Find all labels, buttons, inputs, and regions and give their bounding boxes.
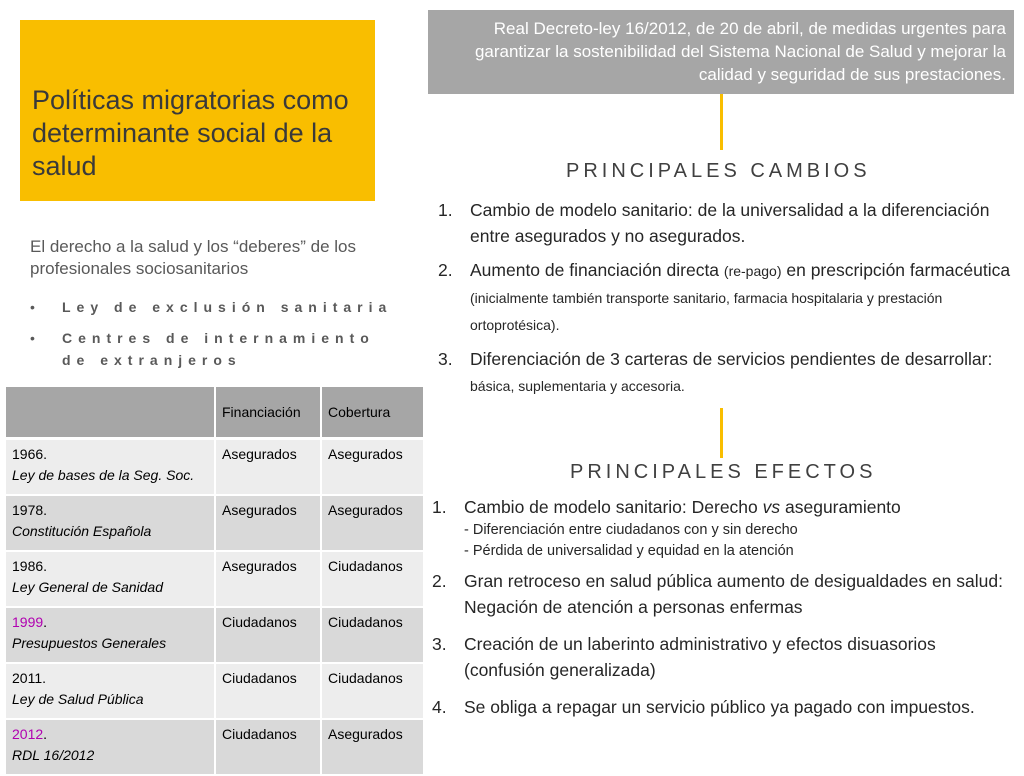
item-number: 3. — [432, 634, 447, 654]
table-cell-law — [6, 664, 216, 720]
item-text: aseguramiento — [780, 497, 901, 517]
item-text: Se obliga a repagar un servicio público ya pagado con impuestos. — [464, 697, 975, 717]
item-sub: - Diferenciación entre ciudadanos con y sin derecho — [464, 522, 798, 538]
bullet-list — [30, 296, 400, 380]
item-text: Diferenciación de 3 carteras de servicios pendientes de desarrollar: — [470, 349, 993, 369]
row-year: 1986. — [12, 558, 48, 574]
connector-line — [720, 94, 723, 150]
item-number: 2. — [432, 571, 447, 591]
table-cell-law — [6, 608, 216, 664]
bullet-item — [30, 327, 400, 371]
item-number: 2. — [438, 260, 453, 280]
item-text: Gran retroceso en salud pública aumento de desigualdades en salud: Negación de atención a personas enfermas — [464, 571, 1003, 617]
table-cell-cobertura: Asegurados — [322, 440, 425, 496]
row-law: Presupuestos Generales — [12, 635, 167, 651]
bullet-marker: • — [30, 330, 35, 346]
item-text: Cambio de modelo sanitario: de la universalidad a la diferenciación entre asegurados y no asegurados. — [470, 200, 990, 246]
table-cell-financiacion: Asegurados — [216, 552, 322, 608]
item-text: en prescripción farmacéutica — [781, 260, 1011, 280]
table-cell-cobertura: Asegurados — [322, 720, 425, 776]
list-item — [426, 631, 1016, 683]
item-text: Creación de un laberinto administrativo y efectos disuasorios (confusión generalizada) — [464, 634, 936, 680]
table-row — [6, 608, 425, 664]
table-cell-financiacion: Asegurados — [216, 440, 322, 496]
table-header-row — [6, 387, 425, 440]
subtitle: El derecho a la salud y los “deberes” de los profesionales sociosanitarios — [30, 237, 357, 278]
list-item — [432, 257, 1012, 338]
item-note: básica, suplementaria y accesoria. — [470, 378, 685, 394]
row-law: Ley de Salud Pública — [12, 691, 144, 707]
table-row — [6, 496, 425, 552]
page-title: Políticas migratorias como determinante social de la salud — [32, 85, 349, 181]
cambios-list — [432, 197, 1012, 399]
table-cell-law — [6, 440, 216, 496]
table-cell-financiacion: Asegurados — [216, 496, 322, 552]
title-box — [20, 20, 375, 201]
item-sub: - Pérdida de universalidad y equidad en la atención — [464, 543, 794, 559]
row-year: 2011. — [12, 670, 46, 686]
table-cell-financiacion: Ciudadanos — [216, 608, 322, 664]
list-item — [426, 494, 1016, 562]
bullet-marker: • — [30, 299, 35, 315]
item-note: (inicialmente también transporte sanitario, farmacia hospitalaria y prestación ortoprotésica). — [470, 290, 943, 333]
table-row — [6, 440, 425, 496]
efectos-heading: PRINCIPALES EFECTOS — [570, 461, 877, 483]
item-text: Cambio de modelo sanitario: Derecho — [464, 497, 763, 517]
list-item — [426, 568, 1016, 620]
row-year: 1999 — [12, 614, 44, 630]
table-cell-financiacion: Ciudadanos — [216, 664, 322, 720]
row-law: Constitución Española — [12, 523, 152, 539]
table-cell-law — [6, 496, 216, 552]
list-item — [432, 346, 1012, 399]
list-item — [432, 197, 1012, 249]
history-table — [6, 387, 425, 776]
decree-box — [428, 10, 1014, 94]
table-header-cobertura: Cobertura — [322, 387, 425, 440]
efectos-list — [426, 494, 1016, 720]
row-year: 2012 — [12, 726, 44, 742]
bullet-item — [30, 296, 400, 318]
item-text: Aumento de financiación directa — [470, 260, 724, 280]
row-year-suffix: . — [43, 726, 48, 742]
item-note: (re-pago) — [723, 263, 782, 279]
row-year: 1966. — [12, 446, 48, 462]
row-year: 1978. — [12, 502, 48, 518]
table-header-financiacion: Financiación — [216, 387, 322, 440]
item-number: 4. — [432, 697, 447, 717]
table-row — [6, 552, 425, 608]
table-cell-cobertura: Ciudadanos — [322, 664, 425, 720]
item-number: 1. — [438, 200, 453, 220]
decree-text: Real Decreto-ley 16/2012, de 20 de abril, de medidas urgentes para garantizar la sostenibilidad del Sistema Nacional de Salud y mejorar la calidad y seguridad de sus prestaciones. — [474, 19, 1006, 84]
item-number: 1. — [432, 497, 447, 517]
table-row — [6, 664, 425, 720]
bullet-text: Ley de exclusión sanitaria — [62, 299, 393, 315]
table-cell-financiacion: Ciudadanos — [216, 720, 322, 776]
row-law: RDL 16/2012 — [12, 747, 95, 763]
table-cell-law — [6, 552, 216, 608]
bullet-text: Centres de internamiento de extranjeros — [62, 330, 375, 368]
item-number: 3. — [438, 349, 453, 369]
list-item — [426, 694, 1016, 720]
cambios-heading: PRINCIPALES CAMBIOS — [566, 160, 871, 182]
item-italic: vs — [762, 497, 781, 517]
table-cell-cobertura: Asegurados — [322, 496, 425, 552]
table-cell-cobertura: Ciudadanos — [322, 608, 425, 664]
table-header-empty — [6, 387, 216, 440]
row-year-suffix: . — [43, 614, 48, 630]
table-cell-cobertura: Ciudadanos — [322, 552, 425, 608]
row-law: Ley General de Sanidad — [12, 579, 163, 595]
connector-line — [720, 408, 723, 458]
row-law: Ley de bases de la Seg. Soc. — [12, 467, 195, 483]
